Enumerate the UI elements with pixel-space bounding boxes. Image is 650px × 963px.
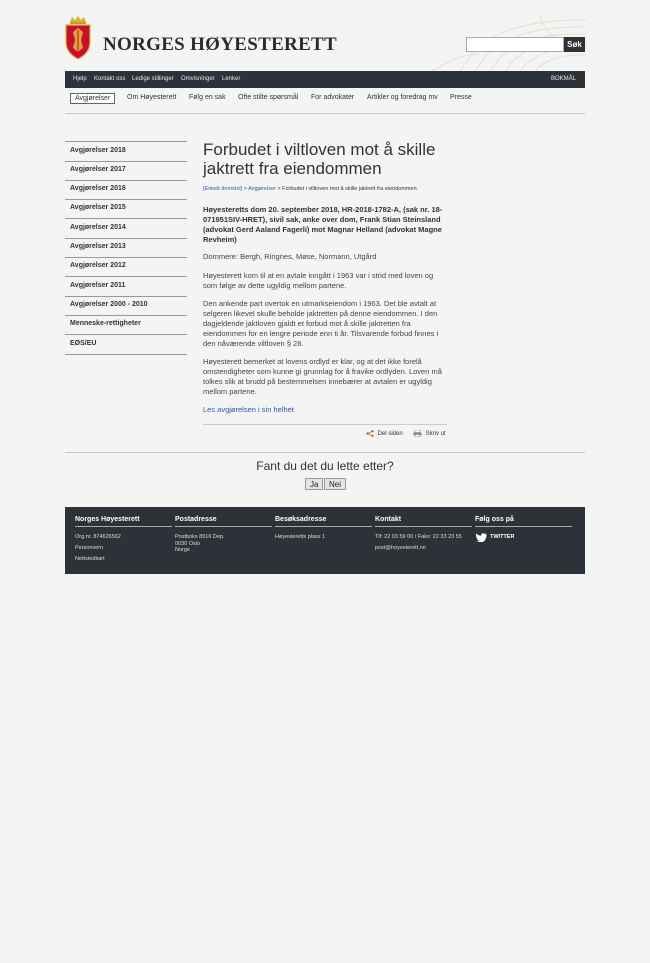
sidebar-item-2000-2010[interactable]	[65, 296, 187, 316]
breadcrumb-current: Forbudet i viltloven mot å skille jaktrett fra eiendommen	[282, 186, 417, 192]
tab-ofte-stilte-sporsmal[interactable]: Ofte stilte spørsmål	[238, 94, 299, 101]
sidebar-item-label: Avgjørelser 2015	[70, 204, 126, 211]
sidebar-item-label: EØS/EU	[70, 340, 97, 347]
footer-divider	[375, 526, 472, 527]
breadcrumb-separator: >	[277, 186, 281, 192]
footer-divider	[275, 526, 372, 527]
sidebar-item-2018[interactable]	[65, 142, 187, 162]
sidebar-item-label: Avgjørelser 2000 - 2010	[70, 301, 148, 308]
top-nav-links[interactable]: Lenker	[222, 76, 241, 82]
breadcrumb-section[interactable]: Avgjørelser	[248, 186, 276, 192]
top-nav-tours[interactable]: Omvisninger	[181, 76, 215, 82]
search-input[interactable]	[466, 37, 564, 52]
feedback-question: Fant du det du lette etter?	[256, 459, 394, 473]
coat-of-arms-icon[interactable]	[64, 16, 92, 60]
share-icon	[366, 430, 374, 437]
visiting-address: Høyesteretts plass 1	[275, 534, 326, 540]
footer-heading-hoyesterett: Norges Høyesterett	[75, 516, 140, 523]
email-link[interactable]: post@hoyesterett.no	[375, 545, 426, 551]
breadcrumb	[203, 186, 417, 192]
footer-divider	[475, 526, 572, 527]
tab-presse[interactable]: Presse	[450, 94, 472, 101]
language-switch[interactable]: BOKMÅL	[551, 76, 577, 82]
feedback-yes-button[interactable]: Ja	[305, 478, 323, 490]
sidebar-item-label: Avgjørelser 2013	[70, 243, 126, 250]
breadcrumb-root[interactable]: [Enkelt domstol]	[203, 186, 243, 192]
sidebar-item-menneskerettigheter[interactable]	[65, 315, 187, 335]
sidebar-item-label: Avgjørelser 2012	[70, 262, 126, 269]
sidebar-item-label: Avgjørelser 2017	[70, 166, 126, 173]
article-paragraph: Høyesterett bemerket at lovens ordlyd er klar, og at det ikke forelå omstendigheter som kunne gi grunnlag for å fravike ordlyden. Loven må tolkes slik at brudd på bestemmelsen innebærer at avtalen er ugyldig mellom partene.	[203, 357, 442, 396]
privacy-link[interactable]: Personvern	[75, 545, 104, 551]
sidebar-item-label: Avgjørelser 2016	[70, 185, 126, 192]
article-paragraph: Høyesterett kom til at en avtale inngått i 1963 var i strid med loven og som følge av dette ugyldig mellom partene.	[203, 271, 434, 290]
breadcrumb-separator: >	[243, 186, 247, 192]
share-label: Del siden	[377, 431, 403, 438]
sidebar-item-2014[interactable]	[65, 219, 187, 239]
top-nav-jobs[interactable]: Ledige stillinger	[132, 76, 174, 82]
page-title: Forbudet i viltloven mot å skille jaktrett fra eiendommen	[203, 140, 436, 178]
sidebar-item-2011[interactable]	[65, 277, 187, 297]
print-icon	[413, 430, 422, 437]
sidebar-item-2013[interactable]	[65, 238, 187, 258]
footer-divider	[175, 526, 272, 527]
phone-fax: Tlf: 22 03 59 00 / Faks: 22 33 23 55	[375, 534, 462, 540]
divider	[65, 452, 585, 453]
tab-folg-en-sak[interactable]: Følg en sak	[189, 94, 226, 101]
tab-for-advokater[interactable]: For advokater	[311, 94, 355, 101]
sitemap-link[interactable]: Nettstedkart	[75, 556, 105, 562]
sidebar-item-label: Avgjørelser 2018	[70, 147, 126, 154]
postal-address-line: Postboks 8016 Dep.	[175, 534, 225, 540]
footer	[65, 507, 585, 574]
feedback-no-button[interactable]: Nei	[324, 478, 346, 490]
twitter-label: TWITTER	[490, 534, 515, 541]
print-label: Skriv ut	[425, 431, 446, 438]
top-nav-bar	[65, 71, 585, 88]
footer-heading-kontakt: Kontakt	[375, 516, 402, 523]
sidebar-item-label: Avgjørelser 2011	[70, 282, 126, 289]
sidebar-item-2015[interactable]	[65, 199, 187, 219]
sidebar-item-2012[interactable]	[65, 257, 187, 277]
postal-address-line: Norge	[175, 547, 190, 553]
article-judges: Dommere: Bergh, Ringnes, Møse, Normann, Utgård	[203, 252, 377, 261]
article-lead: Høyesteretts dom 20. september 2018, HR-2018-1782-A, (sak nr. 18-071951SIV-HRET), sivil sak, anke over dom, Frank Stian Steinsland (advokat Gerd Aaland Fagerli) mot Magnar Helland (advokat Magne Revheim)	[203, 205, 443, 244]
top-nav-help[interactable]: Hjelp	[73, 76, 87, 82]
top-nav-contact[interactable]: Kontakt oss	[94, 76, 126, 82]
search-button[interactable]: Søk	[564, 37, 585, 52]
postal-address-line: 0030 Oslo	[175, 540, 201, 547]
print-button[interactable]	[413, 430, 446, 437]
tab-om-hoyesterett[interactable]: Om Høyesterett	[127, 94, 177, 101]
site-title[interactable]: NORGES HØYESTERETT	[103, 34, 337, 55]
sidebar-item-label: Avgjørelser 2014	[70, 224, 126, 231]
footer-heading-postadresse: Postadresse	[175, 516, 217, 523]
sidebar-item-2016[interactable]	[65, 180, 187, 200]
twitter-link[interactable]	[475, 533, 514, 542]
sidebar-item-label: Menneske-rettigheter	[70, 320, 141, 327]
tab-artikler[interactable]: Artikler og foredrag mv	[367, 94, 438, 101]
footer-heading-folg-oss: Følg oss på	[475, 516, 514, 523]
footer-heading-besoksadresse: Besøksadresse	[275, 516, 327, 523]
twitter-icon	[475, 533, 487, 542]
sidebar-item-2017[interactable]	[65, 161, 187, 181]
tab-avgjorelser[interactable]: Avgjørelser	[70, 93, 115, 104]
read-full-decision-link[interactable]: Les avgjørelsen i sin helhet	[203, 405, 294, 414]
org-number: Org.nr. 874626562	[75, 534, 121, 540]
divider	[203, 424, 447, 425]
share-button[interactable]	[366, 430, 403, 437]
sidebar-item-eos-eu[interactable]	[65, 335, 187, 355]
footer-divider	[75, 526, 172, 527]
article-paragraph: Den ankende part overtok en utmarkseiendom i 1963. Det ble avtalt at selgeren likevel skulle beholde jaktretten på denne eiendommen. I den dagjeldende jaktloven gjaldt et forbud mot å skille jaktretten fra eiendommen for en lengre periode enn ti år. Tilsvarende forbud finnes i den nåværende viltloven § 28.	[203, 299, 439, 348]
divider	[65, 113, 585, 114]
